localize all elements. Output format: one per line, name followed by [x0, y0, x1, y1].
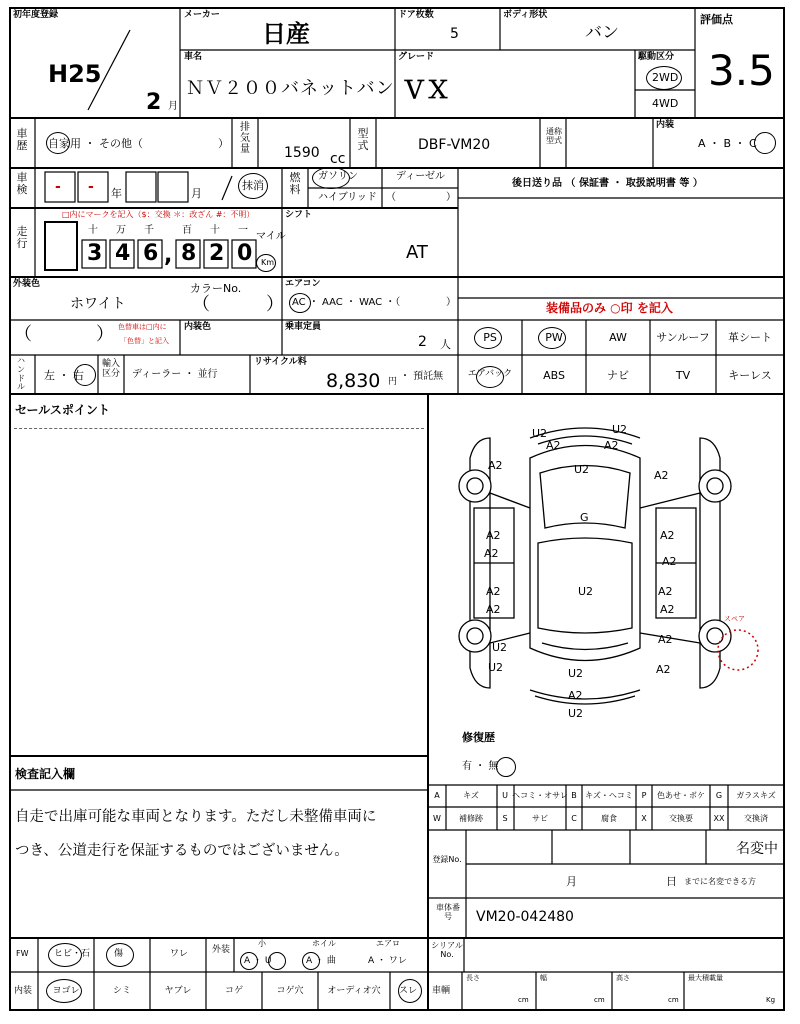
aircon-label: エアコン [285, 279, 321, 289]
legend-row1-1: A [434, 791, 440, 800]
damage-mark-24: U2 [568, 707, 584, 720]
interior-row-label: 内装 [14, 986, 33, 996]
registration-day: 日 [666, 875, 677, 888]
max-load-label: 最大積載量 [688, 974, 723, 982]
interior-color-label: 内装色 [184, 322, 212, 332]
legend-row1-10: ガラスキズ [736, 791, 776, 800]
drive-2wd: 2WD [652, 71, 679, 84]
legend-row2-3: S [502, 814, 508, 823]
legend-row1-6: キズ・ヘコミ [585, 791, 633, 800]
body-type-value: バン [585, 23, 619, 43]
equipment-item-6: エアバック [467, 369, 513, 379]
exterior-color-value: ホワイト [70, 296, 126, 312]
fuel-gasoline-circle [312, 167, 350, 189]
fw-item-1: ヒビ・石 [54, 949, 91, 959]
equipment-header: 装備品のみ ○印 を記入 [546, 301, 673, 315]
fuel-other-close: ） [446, 192, 456, 203]
mileage-unit-1: 十 [88, 225, 98, 236]
equipment-item-5: 革シート [728, 331, 772, 344]
legend-row2-10: 交換済 [744, 814, 768, 823]
legend-row2-4: サビ [532, 814, 548, 823]
shift-label: シフト [285, 210, 313, 220]
score-value: 3.5 [708, 46, 775, 95]
legend-row1-5: B [571, 791, 577, 800]
legend-row1-8: 色あせ・ボケ [657, 791, 705, 800]
height-unit: cm [668, 996, 679, 1004]
width-label: 幅 [540, 974, 547, 982]
score-label: 評価点 [700, 13, 733, 26]
displacement-label: 排気量 [240, 122, 250, 155]
damage-mark-15: A2 [658, 585, 673, 598]
fw-item-3: ワレ [170, 949, 189, 959]
interior-item-1-circle [46, 979, 82, 1003]
mileage-digit-1: 3 [87, 241, 103, 266]
handle-label: ハンドル [17, 356, 25, 392]
exterior-small-u-circle [268, 952, 286, 970]
width-unit: cm [594, 996, 605, 1004]
exterior-aero-label: エアロ [376, 939, 400, 948]
after-items: 後日送り品 （ 保証書 ・ 取扱説明書 等 ） [512, 178, 703, 189]
legend-row2-5: C [571, 814, 577, 823]
damage-mark-7: A2 [654, 469, 669, 482]
mileage-unit-6: 一 [238, 225, 248, 236]
equipment-airbag-circle [476, 366, 504, 388]
drive-4wd: 4WD [652, 97, 679, 110]
mileage-km: Km [261, 258, 275, 267]
inspection-expired: 抹消 [242, 179, 264, 192]
dims-label: 車輌 [432, 986, 451, 996]
inspection-expired-circle [238, 173, 268, 199]
mileage-unit-2: 万 [116, 225, 126, 236]
drive-label: 駆動区分 [638, 52, 675, 62]
legend-row1-3: U [502, 791, 508, 800]
damage-mark-19: A2 [658, 633, 673, 646]
color-change-note-2: 「色替」と記入 [120, 337, 169, 345]
mileage-note: □内にマークを記入（$：交換 ＊：改ざん #：不明） [62, 210, 255, 219]
damage-mark-21: U2 [568, 667, 584, 680]
inspection-notes-label: 検査記入欄 [15, 767, 76, 781]
spare-label: スペア [724, 615, 745, 623]
maker-value: 日産 [262, 20, 310, 48]
common-model-label: 通称型式 [546, 127, 562, 145]
inspection-dash-2: - [88, 179, 94, 195]
exterior-wheel-circle [302, 952, 320, 970]
interior-grade-label: 内装 [656, 120, 675, 130]
car-name-value: ＮＶ２００バネットバン [186, 78, 395, 99]
fw-item-2-circle [106, 943, 134, 967]
fuel-label: 燃料 [289, 171, 301, 197]
damage-mark-13: A2 [486, 585, 501, 598]
displacement-unit: cc [330, 151, 346, 167]
recycle-value: 8,830 [326, 370, 381, 392]
repair-history-circle [496, 757, 516, 777]
damage-mark-18: U2 [492, 641, 508, 654]
displacement-value: 1590 [284, 145, 320, 161]
legend-row2-8: 交換要 [669, 814, 693, 823]
fw-item-2: 傷 [114, 949, 124, 959]
fw-item-1-circle [48, 943, 82, 967]
legend-row2-6: 腐食 [601, 814, 617, 823]
legend-row2-1: W [433, 814, 441, 823]
max-load-unit: Kg [766, 996, 776, 1004]
interior-grade-circle [754, 132, 776, 154]
mileage-unit-5: 十 [210, 225, 220, 236]
doors-value: 5 [450, 26, 459, 42]
legend-row2-2: 補修跡 [459, 814, 483, 823]
interior-item-2: シミ [112, 986, 132, 996]
mileage-label: 走行 [16, 225, 28, 251]
inspection-label: 車検 [16, 171, 28, 197]
legend-row1-4: ヘコミ・オサレ [512, 791, 568, 800]
interior-item-1: ヨゴレ [52, 986, 80, 996]
color-no-close: ） [266, 294, 284, 315]
exterior-small-label: 小 [258, 939, 266, 948]
history-label: 車歴 [16, 127, 28, 153]
fuel-hybrid: ハイブリッド [318, 192, 377, 203]
fuel-other-open: （ [386, 192, 396, 203]
inspection-dash-1: - [55, 179, 61, 195]
sales-points-divider [14, 428, 424, 429]
registration-label: 登録No. [432, 855, 462, 864]
damage-mark-22: A2 [568, 689, 583, 702]
capacity-unit: 人 [440, 338, 451, 351]
damage-mark-2: U2 [612, 423, 628, 436]
legend-row2-7: X [641, 814, 647, 823]
mileage-digit-6: 0 [237, 241, 253, 266]
mileage-digit-4: 8 [181, 241, 197, 266]
mileage-digit-5: 2 [209, 241, 225, 266]
aircon-circle [289, 293, 311, 313]
registration-month: 月 [566, 875, 577, 888]
color-change-close: ） [96, 324, 114, 345]
equipment-item-3: AW [609, 331, 627, 344]
equipment-item-9: TV [675, 369, 691, 382]
vin-value: VM20-042480 [476, 909, 574, 925]
grade-label: グレード [398, 52, 435, 62]
drive-2wd-circle [646, 66, 682, 90]
mileage-unit-4: 百 [182, 225, 192, 236]
damage-mark-1: U2 [532, 427, 548, 440]
interior-item-3: ヤブレ [164, 986, 192, 996]
exterior-aero-options: A ・ ワレ [368, 956, 407, 966]
maker-label: メーカー [184, 10, 220, 20]
equipment-item-10: キーレス [728, 369, 772, 382]
model-label: 型式 [357, 127, 369, 153]
registration-era-year: H25 [48, 60, 102, 88]
exterior-color-label: 外装色 [13, 279, 41, 289]
exterior-label: 外装 [211, 945, 230, 955]
registration-deadline: までに名変できる方 [684, 877, 756, 886]
car-name-label: 車名 [184, 52, 203, 62]
damage-mark-10: A2 [484, 547, 499, 560]
interior-item-7: スレ [398, 986, 418, 996]
mileage-digit-2: 4 [115, 241, 131, 266]
history-close: ） [218, 137, 229, 150]
legend-row2-9: XX [713, 814, 725, 823]
inspection-notes-line-1: 自走で出庫可能な車両となります。ただし未整備車両に [15, 809, 377, 825]
fuel-gasoline: ガソリン [318, 171, 358, 182]
legend-row1-9: G [715, 791, 723, 800]
sales-points-label: セールスポイント [15, 403, 110, 417]
damage-mark-20: U2 [488, 661, 504, 674]
first-registration-label: 初年度登録 [13, 10, 59, 20]
registration-month: 2 [146, 90, 162, 115]
mileage-km-circle [256, 254, 276, 272]
damage-mark-17: A2 [660, 603, 675, 616]
capacity-label: 乗車定員 [285, 322, 322, 332]
equipment-item-4: サンルーフ [656, 331, 710, 344]
inspection-month-unit: 月 [191, 187, 202, 200]
length-unit: cm [518, 996, 529, 1004]
interior-item-7-circle [398, 979, 422, 1003]
equipment-ps-circle [474, 327, 502, 349]
interior-grade-options: A ・ B ・ C [698, 137, 757, 150]
damage-mark-9: A2 [486, 529, 501, 542]
equipment-item-8: ナビ [607, 369, 629, 382]
interior-item-6: オーディオ穴 [327, 986, 381, 996]
grade-value: ＶＸ [402, 76, 450, 104]
shift-value: AT [406, 242, 428, 263]
month-unit: 月 [168, 101, 178, 112]
color-no-open: （ [192, 294, 210, 315]
exterior-wheel-label: ホイル [312, 939, 336, 948]
recycle-unit: 円 [388, 377, 398, 387]
equipment-item-1: PS [483, 331, 497, 344]
doors-label: ドア枚数 [398, 10, 434, 20]
repair-history-value: 有 ・ 無 [462, 761, 499, 772]
height-label: 高さ [616, 974, 630, 982]
legend-row1-7: P [641, 791, 647, 800]
interior-item-5: コゲ穴 [276, 986, 304, 996]
damage-mark-4: A2 [604, 439, 619, 452]
legend-row1-2: キズ [463, 791, 479, 800]
mileage-comma: , [164, 243, 173, 268]
name-change-value: 名変中 [736, 841, 778, 857]
mileage-digit-3: 6 [143, 241, 159, 266]
history-value: 自家用 ・ その他（ [48, 137, 143, 150]
exterior-small-circle [240, 952, 258, 970]
interior-item-4: コゲ [224, 986, 244, 996]
damage-mark-16: U2 [578, 585, 594, 598]
history-private-circle [46, 132, 70, 154]
damage-mark-6: A2 [488, 459, 503, 472]
import-value: ディーラー ・ 並行 [132, 369, 218, 380]
exterior-small-options: A ・ U [244, 956, 272, 966]
serial-label: シリアルNo. [431, 941, 463, 959]
body-type-label: ボディ形状 [503, 10, 548, 20]
color-change-open: （ [14, 324, 32, 345]
color-change-note-1: 色替車は□内に [118, 323, 167, 331]
vin-label: 車体番号 [436, 903, 460, 921]
recycle-label: リサイクル料 [254, 357, 307, 367]
repair-history-label: 修復歴 [462, 731, 495, 744]
import-label: 輸入区分 [101, 359, 120, 379]
aircon-options: AC ・ AAC ・ WAC ・（ [292, 297, 401, 308]
damage-mark-8: G [580, 511, 589, 524]
mileage-unit-3: 千 [144, 225, 154, 236]
length-label: 長さ [466, 974, 480, 982]
handle-right-circle [74, 364, 96, 386]
equipment-item-2: PW [545, 331, 563, 344]
equipment-item-7: ABS [543, 369, 565, 382]
fuel-diesel: ディーゼル [396, 171, 445, 182]
damage-mark-5: U2 [574, 463, 590, 476]
equipment-pw-circle [538, 327, 566, 349]
aircon-close: ） [446, 297, 456, 308]
mileage-mile: マイル [256, 231, 286, 242]
fw-label: FW [16, 949, 29, 958]
damage-mark-14: A2 [486, 603, 501, 616]
recycle-deposit: ・ 預託無 [400, 371, 444, 382]
capacity-value: 2 [418, 334, 427, 350]
color-no-label: カラーNo. [190, 282, 242, 295]
exterior-wheel-options: A ・ 曲 [306, 956, 336, 966]
damage-mark-11: A2 [660, 529, 675, 542]
damage-mark-12: A2 [662, 555, 677, 568]
model-value: DBF-VM20 [418, 137, 491, 153]
handle-value: 左 ・ 右 [44, 369, 84, 382]
damage-mark-23: A2 [656, 663, 671, 676]
inspection-year-unit: 年 [111, 187, 122, 200]
inspection-notes-line-2: つき、公道走行を保証するものではございません。 [15, 843, 349, 859]
damage-mark-3: A2 [546, 439, 561, 452]
